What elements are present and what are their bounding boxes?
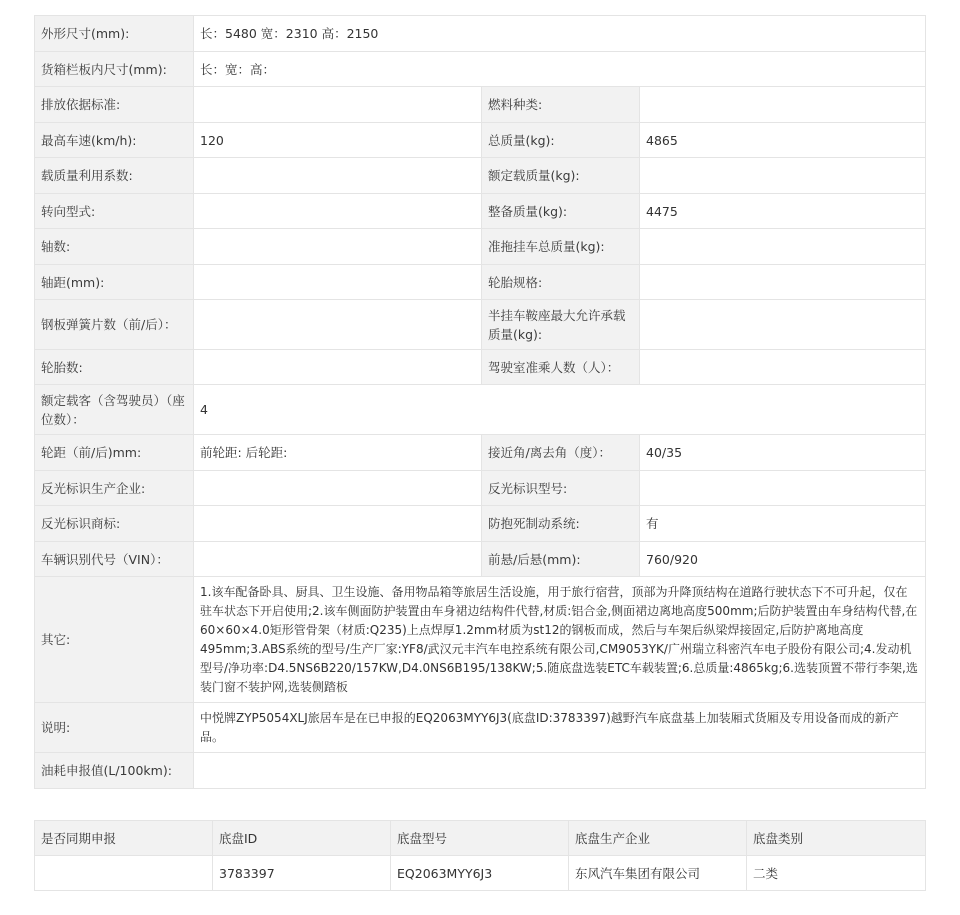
emission-std-label: 排放依据标准: [35, 87, 194, 123]
axles-label: 轴数: [35, 229, 194, 265]
steering-value [194, 194, 482, 229]
tire-count-value [194, 350, 482, 385]
tire-count-label: 轮胎数: [35, 350, 194, 385]
table-row [35, 229, 926, 265]
rated-load-label: 额定载质量(kg): [482, 158, 640, 194]
vin-label: 车辆识别代号（VIN）： [35, 542, 194, 577]
table-row [35, 471, 926, 506]
table-row [35, 194, 926, 229]
tire-spec-value [640, 265, 926, 300]
chassis-category: 二类 [747, 856, 926, 891]
table-row [35, 506, 926, 542]
reflector-brand-value [194, 506, 482, 542]
total-mass-label: 总质量(kg): [482, 123, 640, 158]
trailer-mass-label: 准拖挂车总质量(kg): [482, 229, 640, 265]
wheelbase-value [194, 265, 482, 300]
max-speed-value: 120 [194, 123, 482, 158]
chassis-data-row [35, 856, 926, 891]
table-row [35, 265, 926, 300]
cab-seats-value [640, 350, 926, 385]
table-row [35, 435, 926, 471]
reflector-model-value [640, 471, 926, 506]
tire-spec-label: 轮胎规格: [482, 265, 640, 300]
fuel-consumption-label: 油耗申报值(L/100km): [35, 753, 194, 789]
emission-std-value [194, 87, 482, 123]
passengers-value: 4 [194, 385, 926, 435]
leaf-springs-label: 钢板弹簧片数（前/后）： [35, 300, 194, 350]
total-mass-value: 4865 [640, 123, 926, 158]
table-row [35, 158, 926, 194]
table-row [35, 703, 926, 753]
table-row [35, 87, 926, 123]
note-value: 中悦牌ZYP5054XLJ旅居车是在已申报的EQ2063MYY6J3(底盘ID:3783397)越野汽车底盘基上加装厢式货厢及专用设备而成的新产品。 [194, 703, 926, 753]
note-label: 说明: [35, 703, 194, 753]
curb-mass-label: 整备质量(kg): [482, 194, 640, 229]
load-factor-value [194, 158, 482, 194]
table-row [35, 577, 926, 703]
reflector-brand-label: 反光标识商标: [35, 506, 194, 542]
abs-label: 防抱死制动系统: [482, 506, 640, 542]
overhang-value: 760/920 [640, 542, 926, 577]
abs-value: 有 [640, 506, 926, 542]
dimensions-label: 外形尺寸(mm): [35, 16, 194, 52]
saddle-load-value [640, 300, 926, 350]
chassis-header-row [35, 821, 926, 856]
track-value: 前轮距: 后轮距: [194, 435, 482, 471]
chassis-header-same-period: 是否同期申报 [35, 821, 213, 856]
wheelbase-label: 轴距(mm): [35, 265, 194, 300]
table-row [35, 16, 926, 52]
passengers-label: 额定载客（含驾驶员）（座位数）： [35, 385, 194, 435]
chassis-same-period [35, 856, 213, 891]
fuel-type-label: 燃料种类: [482, 87, 640, 123]
other-value: 1.该车配备卧具、厨具、卫生设施、备用物品箱等旅居生活设施，用于旅行宿营，顶部为升降顶结构在道路行驶状态下不可升起，仅在驻车状态下开启使用;2.该车侧面防护装置由车身裙边结构件代替,材质:铝合金,侧面裙边离地高度500mm;后防护装置由车身结构代替,在60×60×4.0矩形管骨架（材质:Q235)上点焊厚1.2mm材质为st12的钢板而成，然后与车架后纵梁焊接固定,后防护离地高度495mm;3.ABS系统的型号/生产厂家:YF8/武汉元丰汽车电控系统有限公司,CM9053YK/广州瑞立科密汽车电子股份有限公司;4.发动机型号/净功率:D4.5NS6B220/157KW,D4.0NS6B195/138KW;5.随底盘选装ETC车载装置;6.总质量:4865kg;6.选装顶置不带行李架,选装门窗不装护网,选装侧踏板 [194, 577, 926, 703]
other-label: 其它: [35, 577, 194, 703]
cargo-box-label: 货箱栏板内尺寸(mm): [35, 52, 194, 87]
curb-mass-value: 4475 [640, 194, 926, 229]
reflector-maker-label: 反光标识生产企业: [35, 471, 194, 506]
chassis-model: EQ2063MYY6J3 [391, 856, 569, 891]
saddle-load-label: 半挂车鞍座最大允许承载质量(kg): [482, 300, 640, 350]
max-speed-label: 最高车速(km/h): [35, 123, 194, 158]
fuel-type-value [640, 87, 926, 123]
leaf-springs-value [194, 300, 482, 350]
cab-seats-label: 驾驶室准乘人数（人）： [482, 350, 640, 385]
chassis-id: 3783397 [213, 856, 391, 891]
vehicle-spec-table [34, 15, 926, 789]
reflector-maker-value [194, 471, 482, 506]
table-row [35, 123, 926, 158]
axles-value [194, 229, 482, 265]
fuel-consumption-value [194, 753, 926, 789]
angles-value: 40/35 [640, 435, 926, 471]
table-row [35, 350, 926, 385]
chassis-header-model: 底盘型号 [391, 821, 569, 856]
reflector-model-label: 反光标识型号: [482, 471, 640, 506]
trailer-mass-value [640, 229, 926, 265]
vin-value [194, 542, 482, 577]
chassis-maker: 东风汽车集团有限公司 [569, 856, 747, 891]
steering-label: 转向型式: [35, 194, 194, 229]
table-row [35, 753, 926, 789]
chassis-header-id: 底盘ID [213, 821, 391, 856]
table-row [35, 300, 926, 350]
table-row [35, 542, 926, 577]
cargo-box-value: 长：宽：高： [194, 52, 926, 87]
angles-label: 接近角/离去角（度）： [482, 435, 640, 471]
chassis-header-maker: 底盘生产企业 [569, 821, 747, 856]
dimensions-value: 长：5480 宽：2310 高：2150 [194, 16, 926, 52]
rated-load-value [640, 158, 926, 194]
chassis-table [34, 820, 926, 891]
track-label: 轮距（前/后)mm: [35, 435, 194, 471]
load-factor-label: 载质量利用系数: [35, 158, 194, 194]
chassis-header-category: 底盘类别 [747, 821, 926, 856]
table-row [35, 385, 926, 435]
table-row [35, 52, 926, 87]
overhang-label: 前悬/后悬(mm): [482, 542, 640, 577]
